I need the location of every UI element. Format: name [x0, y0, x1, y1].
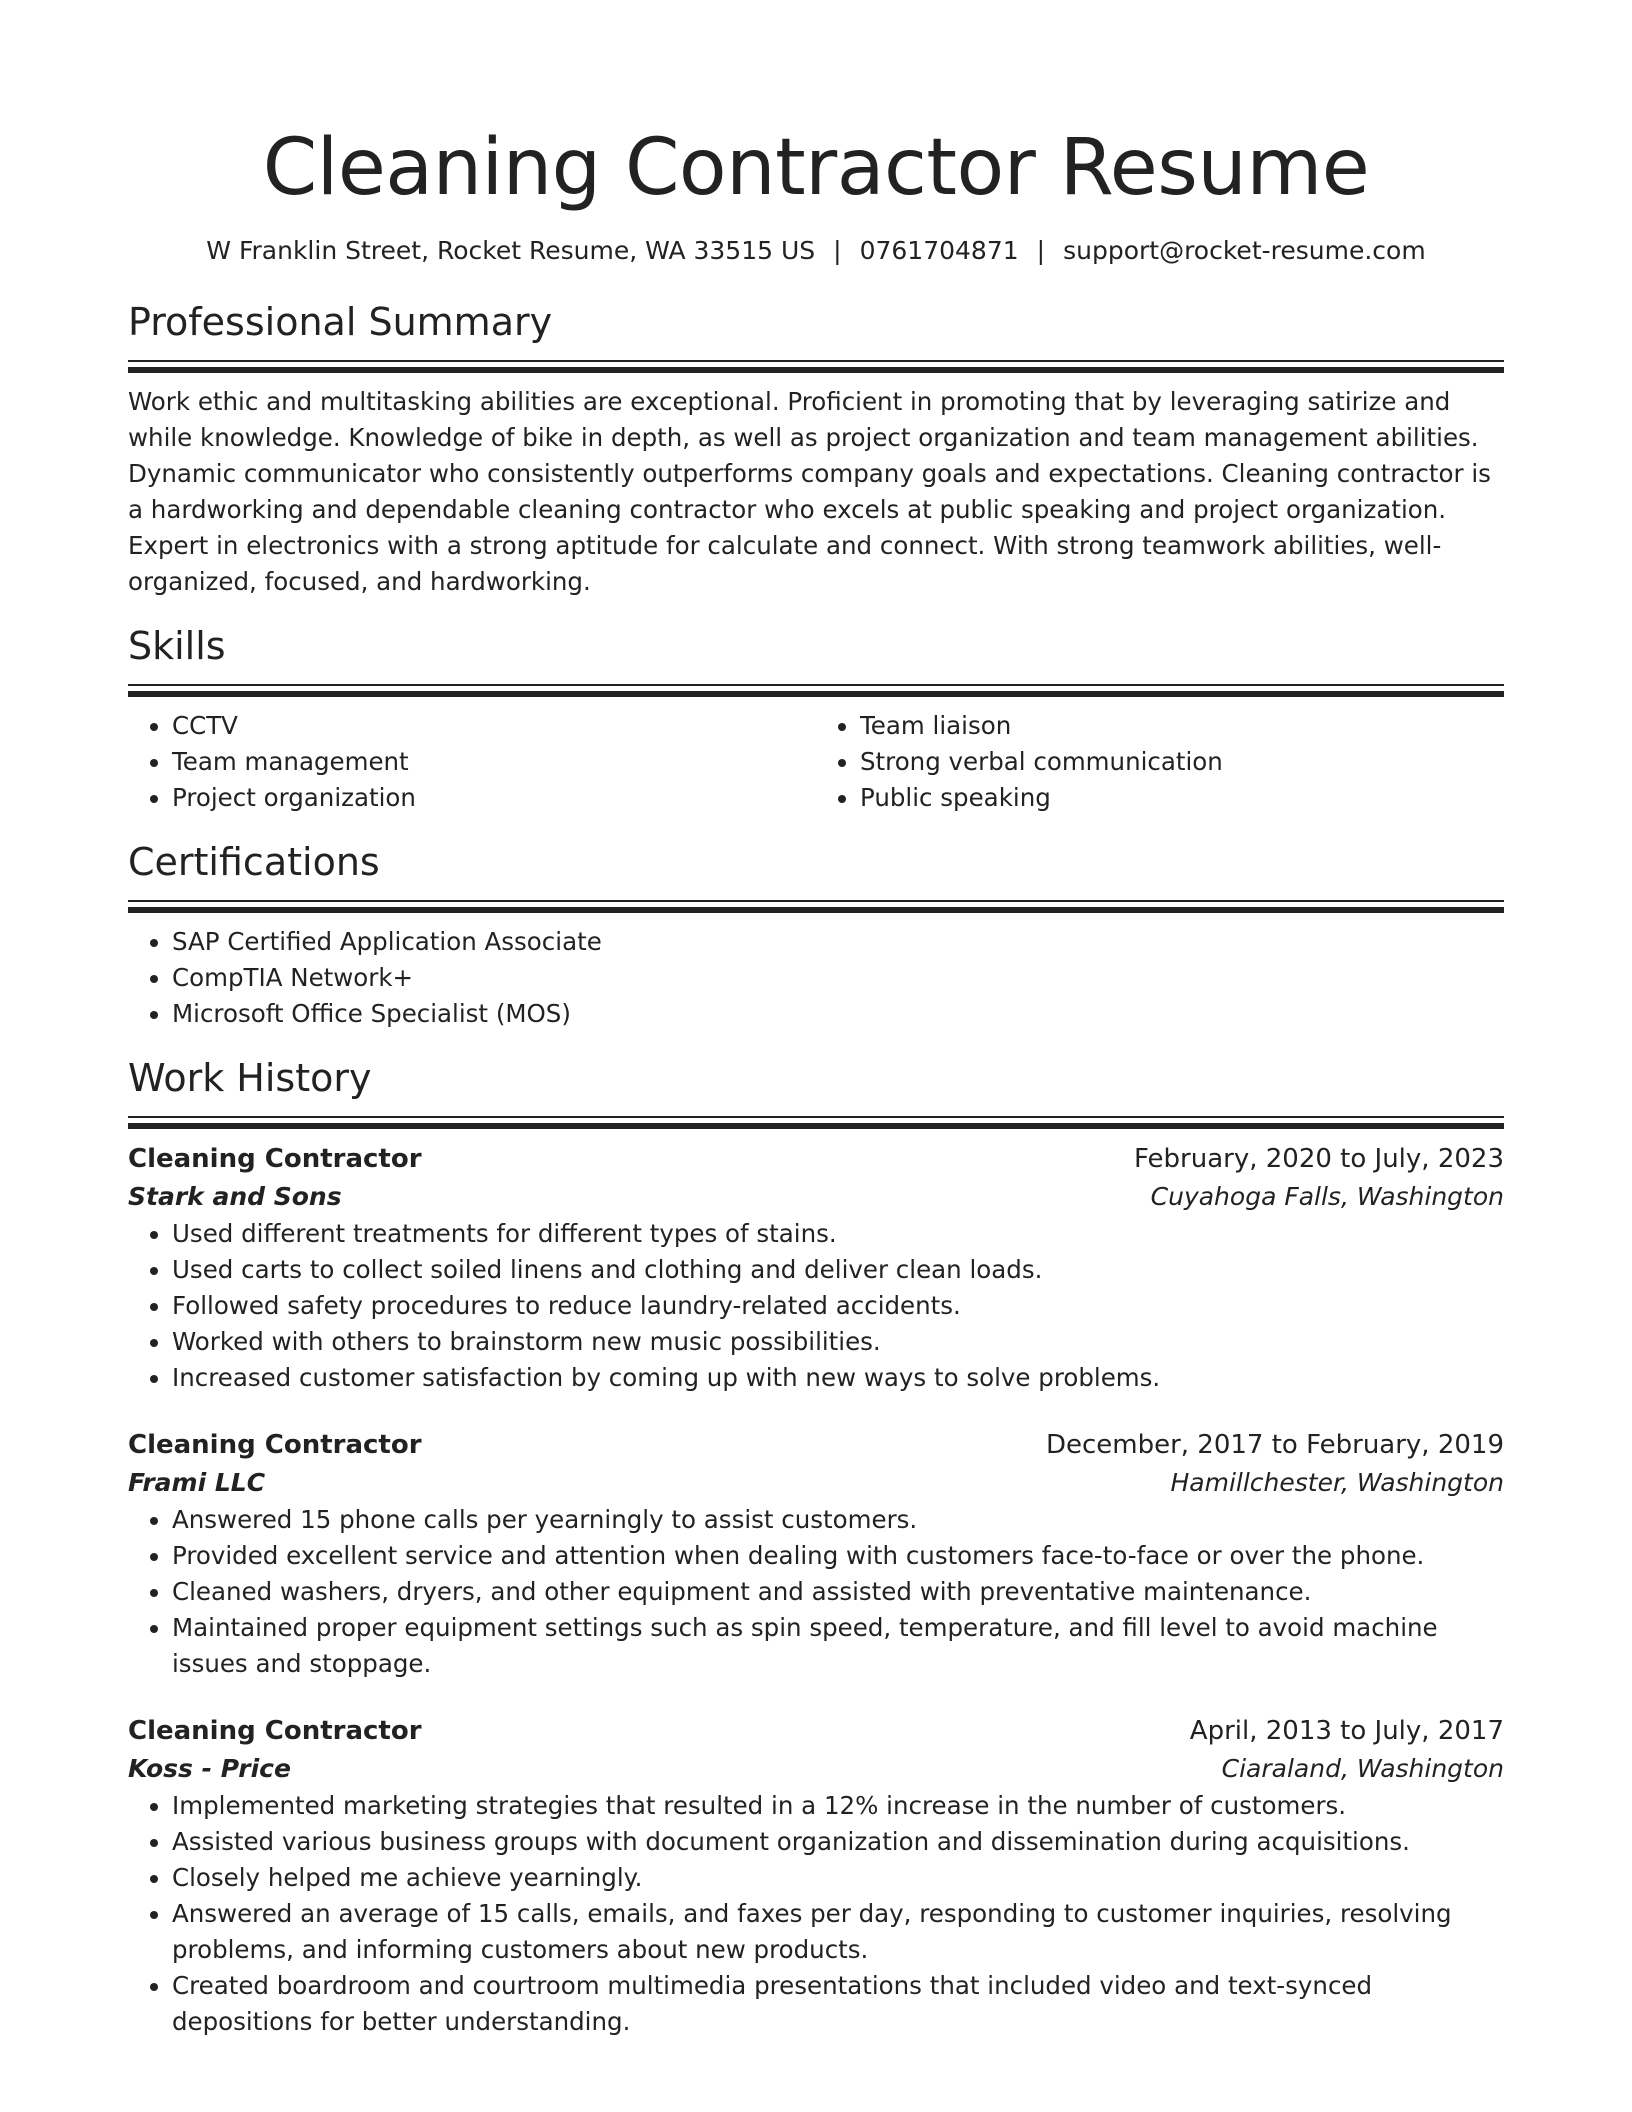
job-entry: [128, 1426, 1504, 1682]
skills-grid: [128, 708, 1504, 816]
job-subheader: [128, 1178, 1504, 1216]
job-bullet: • Closely helped me achieve yearningly.: [172, 1860, 1504, 1896]
skill-item: • Project organization: [172, 780, 816, 816]
job-header: [128, 1712, 1504, 1750]
job-company: Stark and Sons: [128, 1182, 342, 1211]
job-bullet: • Answered an average of 15 calls, emails, and faxes per day, responding to customer inquiries, resolving problems, and informing customers about new products.: [172, 1896, 1504, 1968]
section-divider: [128, 1116, 1504, 1128]
job-bullet: • Increased customer satisfaction by coming up with new ways to solve problems.: [172, 1360, 1504, 1396]
skills-section: [128, 622, 1504, 816]
job-bullet: • Worked with others to brainstorm new music possibilities.: [172, 1324, 1504, 1360]
contact-separator: |: [1036, 236, 1046, 265]
job-location: Hamillchester, Washington: [1170, 1468, 1504, 1497]
section-divider: [128, 360, 1504, 372]
job-bullet: • Created boardroom and courtroom multimedia presentations that included video and text-synced depositions for better understanding.: [172, 1968, 1504, 2040]
job-title: Cleaning Contractor: [128, 1716, 422, 1746]
certification-item: • SAP Certified Application Associate: [172, 924, 1504, 960]
job-header: [128, 1140, 1504, 1178]
skills-list-right: [816, 708, 1504, 816]
skills-list-left: [128, 708, 816, 816]
job-entry: [128, 1712, 1504, 2040]
section-divider: [128, 684, 1504, 696]
skills-heading: Skills: [128, 624, 226, 668]
job-bullets: [128, 1788, 1504, 2040]
job-title: Cleaning Contractor: [128, 1144, 422, 1174]
skill-item: • Team liaison: [860, 708, 1504, 744]
contact-separator: |: [833, 236, 842, 265]
work-history-section: [128, 1054, 1504, 2040]
contact-line: [128, 234, 1504, 268]
job-subheader: [128, 1750, 1504, 1788]
skill-item: • CCTV: [172, 708, 816, 744]
job-bullets: [128, 1216, 1504, 1396]
job-header: [128, 1426, 1504, 1464]
email: support@rocket-resume.com: [1063, 236, 1426, 265]
job-location: Ciaraland, Washington: [1221, 1754, 1504, 1783]
job-company: Frami LLC: [128, 1468, 266, 1497]
section-divider: [128, 900, 1504, 912]
resume-title: Cleaning Contractor Resume: [262, 123, 1370, 213]
job-entry: [128, 1140, 1504, 1396]
address: W Franklin Street, Rocket Resume, WA 33515 US: [206, 236, 816, 265]
job-bullet: • Followed safety procedures to reduce laundry-related accidents.: [172, 1288, 1504, 1324]
job-bullet: • Provided excellent service and attention when dealing with customers face-to-face or over the phone.: [172, 1538, 1504, 1574]
phone: 0761704871: [859, 236, 1019, 265]
skill-item: • Team management: [172, 744, 816, 780]
job-location: Cuyahoga Falls, Washington: [1150, 1182, 1504, 1211]
certifications-list: [128, 924, 1504, 1032]
job-bullet: • Used different treatments for different types of stains.: [172, 1216, 1504, 1252]
work-history-heading: Work History: [128, 1056, 372, 1100]
job-title: Cleaning Contractor: [128, 1430, 422, 1460]
job-subheader: [128, 1464, 1504, 1502]
job-bullet: • Used carts to collect soiled linens and clothing and deliver clean loads.: [172, 1252, 1504, 1288]
job-bullet: • Cleaned washers, dryers, and other equipment and assisted with preventative maintenance.: [172, 1574, 1504, 1610]
job-dates: February, 2020 to July, 2023: [1134, 1144, 1504, 1174]
skill-item: • Strong verbal communication: [860, 744, 1504, 780]
job-company: Koss - Price: [128, 1754, 291, 1783]
summary-heading: Professional Summary: [128, 300, 553, 344]
certifications-section: [128, 838, 1504, 1032]
certification-item: • CompTIA Network+: [172, 960, 1504, 996]
skill-item: • Public speaking: [860, 780, 1504, 816]
summary-section: [128, 298, 1504, 600]
job-bullet: • Maintained proper equipment settings such as spin speed, temperature, and fill level to avoid machine issues and stoppage.: [172, 1610, 1504, 1682]
job-bullet: • Answered 15 phone calls per yearningly to assist customers.: [172, 1502, 1504, 1538]
certification-item: • Microsoft Office Specialist (MOS): [172, 996, 1504, 1032]
job-dates: April, 2013 to July, 2017: [1189, 1716, 1504, 1746]
job-bullets: [128, 1502, 1504, 1682]
job-bullet: • Implemented marketing strategies that resulted in a 12% increase in the number of customers.: [172, 1788, 1504, 1824]
certifications-heading: Certifications: [128, 840, 380, 884]
job-dates: December, 2017 to February, 2019: [1045, 1430, 1504, 1460]
summary-text: Work ethic and multitasking abilities are exceptional. Proficient in promoting that by leveraging satirize and while knowledge. Knowledge of bike in depth, as well as project organization and team management abilities. Dynamic communicator who consistently outperforms company goals and expectations. Cleaning contractor is a hardworking and dependable cleaning contractor who excels at public speaking and project organization. Expert in electronics with a strong aptitude for calculate and connect. With strong teamwork abilities, well-organized, focused, and hardworking.: [128, 387, 1491, 596]
job-bullet: • Assisted various business groups with document organization and dissemination during acquisitions.: [172, 1824, 1504, 1860]
